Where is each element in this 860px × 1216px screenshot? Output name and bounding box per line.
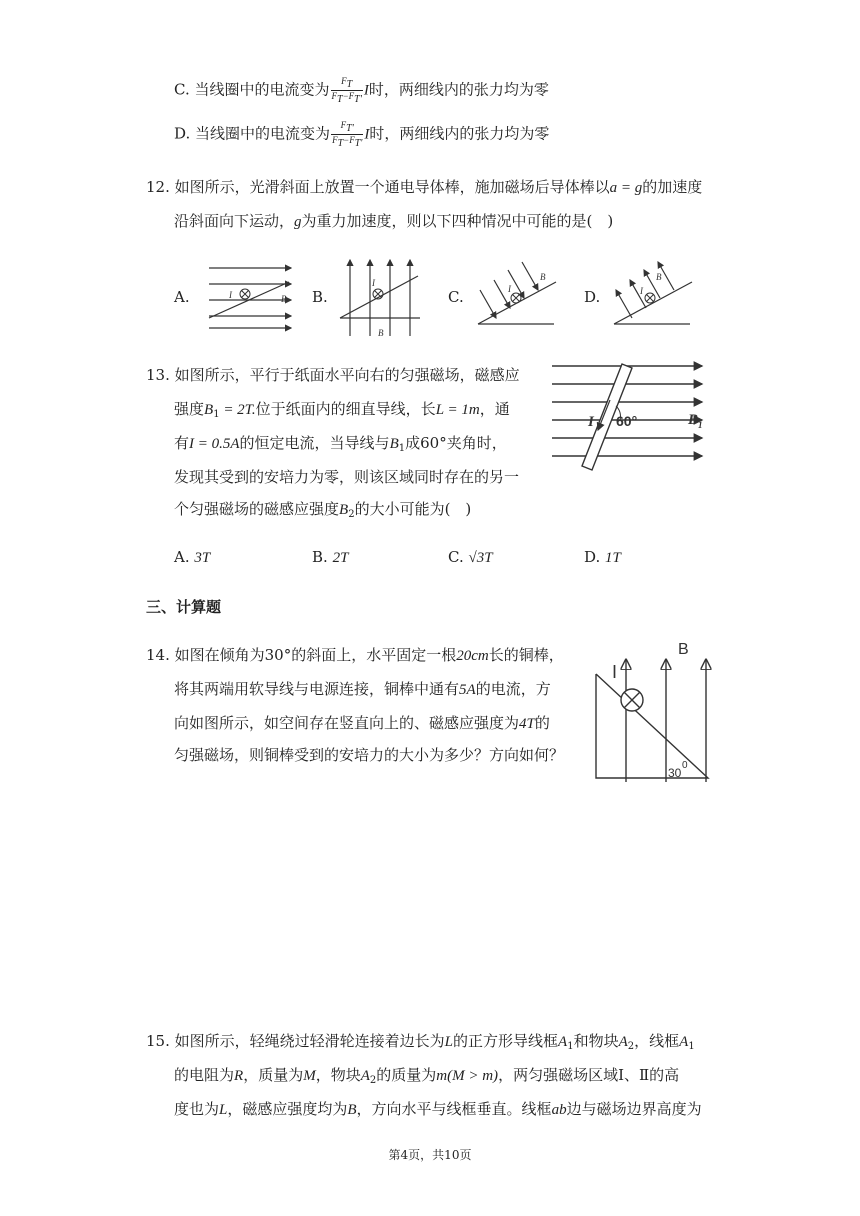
q13-option-c: C. √3T: [448, 548, 493, 566]
q13-line-2: 强度$B_1 = 2T$.位于纸面内的细直导线，长L = 1m，通: [174, 400, 510, 420]
current-label: I: [229, 290, 232, 300]
q13-option-b: B. 2T: [312, 548, 349, 566]
field-label: B: [378, 328, 384, 338]
angle-label: 30: [668, 766, 682, 780]
field-label: B: [656, 272, 662, 282]
q14-line-3: 向如图所示，如空间存在竖直向上的、磁感应强度为4T的: [174, 714, 550, 732]
angle-label: 60°: [616, 413, 638, 429]
q14-line-1: 14. 如图在倾角为30°的斜面上，水平固定一根20cm长的铜棒，: [146, 646, 564, 664]
q15-line-2: 的电阻为R，质量为M，物块$A_2$的质量为m(M > m)，两匀强磁场区域Ⅰ、Ⅱ的高: [174, 1066, 680, 1086]
q12-figure-c: [474, 260, 560, 330]
q12-option-a-label: A.: [174, 288, 190, 306]
q12-figure-b: [338, 256, 422, 340]
q14-figure: [586, 638, 716, 784]
field-label: B: [540, 272, 546, 282]
q13-figure: [552, 356, 708, 474]
current-label: I: [612, 662, 618, 682]
q13-line-5: 个匀强磁场的磁感应强度$B_2$的大小可能为( ): [174, 500, 472, 520]
current-label: I: [588, 414, 594, 430]
q13-line-1: 13. 如图所示，平行于纸面水平向右的匀强磁场，磁感应: [146, 366, 520, 384]
degree-mark: 0: [682, 760, 688, 771]
current-label: I: [508, 284, 511, 294]
current-label: I: [372, 278, 375, 288]
q11-option-d: D. 当线圈中的电流变为 $\frac{FT'}{FT-FT'}$ I时，两细线内的张力均为零: [174, 120, 550, 149]
q13-line-4: 发现其受到的安培力为零，则该区域同时存在的另一: [174, 468, 520, 486]
q13-line-3: 有I = 0.5A的恒定电流，当导线与$B_1$成60°夹角时，: [174, 434, 507, 454]
q12-figure-a: [205, 260, 295, 332]
q15-line-3: 度也为L，磁感应强度均为B，方向水平与线框垂直。线框ab边与磁场边界高度为: [174, 1100, 702, 1118]
current-label: I: [640, 286, 643, 296]
q14-line-4: 匀强磁场，则铜棒受到的安培力的大小为多少？方向如何？: [174, 746, 565, 764]
q12-line-2: 沿斜面向下运动，g为重力加速度，则以下四种情况中可能的是( ): [174, 212, 614, 230]
q12-option-b-label: B.: [312, 288, 328, 306]
q13-option-a: A. 3T: [174, 548, 211, 566]
section-heading: 三、计算题: [146, 598, 222, 616]
field-label: B: [281, 294, 287, 304]
fraction: $\frac{FT'}{FT-FT'}$: [332, 120, 363, 149]
q12-option-c-label: C.: [448, 288, 464, 306]
q12-figure-d: [610, 260, 696, 330]
q12-line-1: 12. 如图所示，光滑斜面上放置一个通电导体棒，施加磁场后导体棒以a = g的加速度: [146, 178, 703, 196]
field-label: $B_1$: [688, 412, 703, 430]
q13-option-d: D. 1T: [584, 548, 621, 566]
field-label: B: [678, 641, 689, 658]
q14-line-2: 将其两端用软导线与电源连接，铜棒中通有5A的电流，方: [174, 680, 551, 698]
q11-option-c: C. 当线圈中的电流变为 $\frac{FT}{FT-FT'}$ I时，两细线内的张力均为零: [174, 76, 549, 105]
page-footer: 第4页，共10页: [388, 1148, 472, 1162]
fraction: $\frac{FT}{FT-FT'}$: [331, 76, 362, 105]
q12-option-d-label: D.: [584, 288, 601, 306]
q15-line-1: 15. 如图所示，轻绳绕过轻滑轮连接着边长为L的正方形导线框$A_1$和物块$A_2$，线框$A_1$: [146, 1032, 695, 1052]
